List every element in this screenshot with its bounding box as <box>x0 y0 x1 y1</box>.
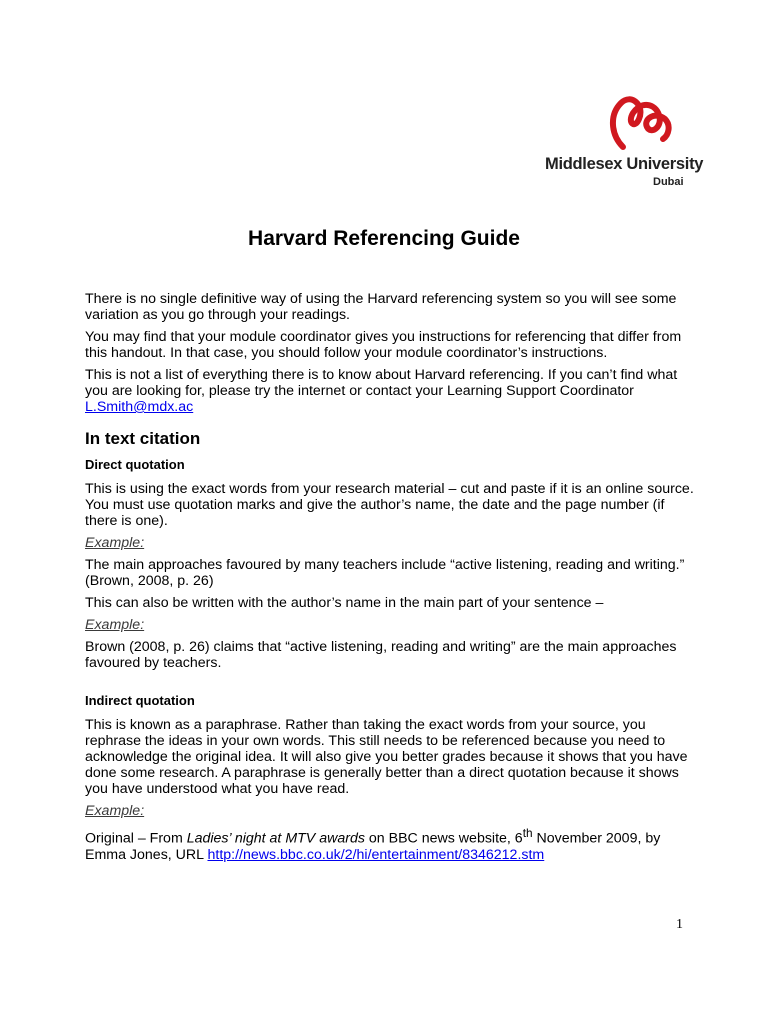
original-prefix: Original – From <box>85 830 183 847</box>
direct-example-2: Brown (2008, p. 26) claims that “active listening, reading and writing” are the main approaches favoured by teachers. <box>85 639 677 671</box>
university-name: Middlesex University <box>545 155 704 173</box>
indirect-original <box>85 825 695 863</box>
example-label: Example: <box>85 535 145 551</box>
original-suffix: November 2009, by Emma Jones, URL <box>85 830 661 863</box>
original-sup: th <box>522 826 533 840</box>
university-logo <box>545 95 704 195</box>
intro-paragraph-1: There is no single definitive way of using the Harvard referencing system so you will see some variation as you go through your readings. <box>85 291 677 323</box>
document-body <box>85 291 695 869</box>
direct-example-1: The main approaches favoured by many teachers include “active listening, reading and writing.” (Brown, 2008, p. 26) <box>85 557 685 589</box>
intro-paragraph-3-text: This is not a list of everything there is to know about Harvard referencing. If you can’t find what you are looking for, please try the internet or contact your Learning Support Coordinator <box>85 367 678 399</box>
indirect-quotation-heading: Indirect quotation <box>85 693 195 708</box>
section-heading: In text citation <box>85 429 201 448</box>
indirect-quotation-body: This is known as a paraphrase. Rather than taking the exact words from your source, you rephrase the ideas in your own words. This still needs to be referenced because you need to acknowledge the original idea. It will also give you better grades because it shows that you have done some research. A paraphrase is generally better than a direct quotation because it shows you have understood what you have read. <box>85 717 688 797</box>
original-title: Ladies’ night at MTV awards <box>186 830 365 847</box>
source-url-link[interactable]: http://news.bbc.co.uk/2/hi/entertainment/8346212.stm <box>207 846 545 863</box>
original-middle: on BBC news website, 6 <box>368 830 523 847</box>
direct-note: This can also be written with the author’s name in the main part of your sentence – <box>85 595 604 611</box>
direct-quotation-body: This is using the exact words from your research material – cut and paste if it is an online source. You must use quotation marks and give the author’s name, the date and the page number (if there is one). <box>85 481 694 529</box>
page-number: 1 <box>676 917 683 932</box>
example-label: Example: <box>85 803 145 819</box>
contact-email-link[interactable]: L.Smith@mdx.ac <box>85 399 194 415</box>
intro-paragraph-3 <box>85 367 695 415</box>
page-title: Harvard Referencing Guide <box>248 227 520 250</box>
example-label: Example: <box>85 617 145 633</box>
intro-paragraph-2: You may find that your module coordinator gives you instructions for referencing that differ from this handout. In that case, you should follow your module coordinator’s instructions. <box>85 329 682 361</box>
campus-name: Dubai <box>653 176 684 188</box>
ribbon-logo-icon <box>607 95 673 151</box>
direct-quotation-heading: Direct quotation <box>85 457 185 472</box>
